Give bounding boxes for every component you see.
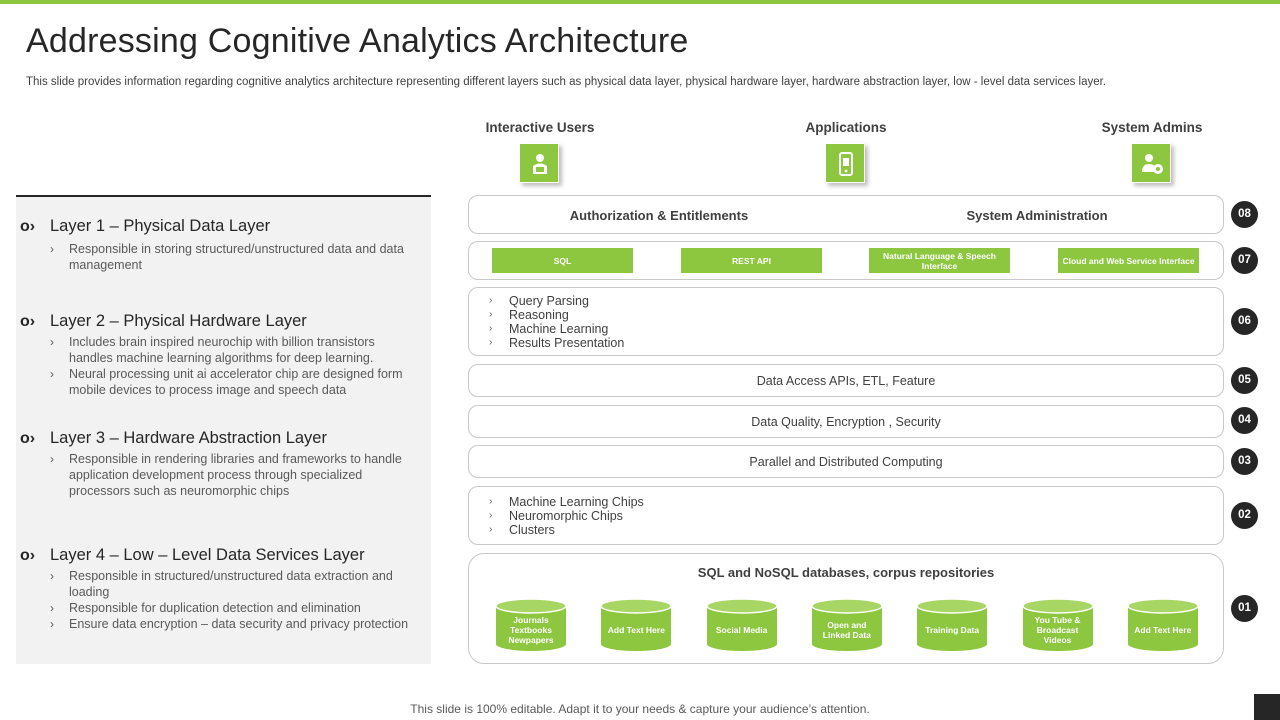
database-cylinder [1021, 598, 1095, 652]
cylinder-label: Add Text Here [1134, 625, 1192, 635]
user-label: System Admins [1101, 120, 1203, 135]
chevron-icon: › [50, 242, 54, 256]
chevron-icon: › [50, 452, 54, 466]
database-cylinder [705, 598, 779, 652]
list-item: › Results Presentation [489, 336, 625, 350]
chevron-icon: › [50, 367, 54, 381]
database-cylinder [599, 598, 673, 652]
layer-title: Layer 4 – Low – Level Data Services Layer [50, 546, 365, 564]
layer-number-badge: 03 [1231, 448, 1258, 475]
cylinder-label: Social Media [715, 625, 768, 635]
chevron-right-icon: o› [20, 547, 36, 564]
data-quality-label: Data Quality, Encryption , Security [751, 415, 941, 429]
layer-number-badge: 08 [1231, 201, 1258, 228]
list-item: › Reasoning [489, 308, 569, 322]
chevron-icon: › [489, 510, 493, 521]
user-group-applications [766, 120, 926, 135]
system-administration-label: System Administration [966, 208, 1108, 223]
databases-title: SQL and NoSQL databases, corpus repositories [697, 565, 995, 580]
corner-decoration [1254, 694, 1280, 720]
authorization-label: Authorization & Entitlements [569, 208, 749, 223]
rest-api-button[interactable]: REST API [681, 248, 822, 273]
layer-number-badge: 04 [1231, 407, 1258, 434]
chevron-icon: › [489, 295, 493, 306]
user-laptop-icon [519, 143, 559, 183]
layer-bullet: › Responsible for duplication detection and elimination [50, 601, 361, 615]
user-group-admins [1072, 120, 1232, 135]
database-cylinder [1126, 598, 1200, 652]
row-data-quality [468, 405, 1224, 438]
layer-1 [16, 217, 431, 273]
cylinder-label: You Tube & Broadcast Videos [1034, 615, 1081, 645]
layer-title: Layer 2 – Physical Hardware Layer [50, 312, 307, 330]
chevron-icon: › [50, 601, 54, 615]
row-data-access [468, 364, 1224, 397]
layer-bullet: › Includes brain inspired neurochip with billion transistors handles machine learning algorithms for deep learning. [50, 335, 375, 365]
top-accent-bar [0, 0, 1280, 4]
chevron-right-icon: o› [20, 313, 36, 330]
database-cylinder [915, 598, 989, 652]
database-cylinder [810, 598, 884, 652]
cylinder-label: Journals Textbooks Newpapers [508, 615, 554, 645]
chevron-icon: › [489, 337, 493, 348]
sql-interface-button[interactable]: SQL [492, 248, 633, 273]
data-access-label: Data Access APIs, ETL, Feature [756, 374, 936, 388]
user-label: Applications [805, 120, 887, 135]
layer-title: Layer 1 – Physical Data Layer [50, 217, 271, 235]
layer-title: Layer 3 – Hardware Abstraction Layer [50, 429, 327, 447]
layer-bullet: › Responsible in storing structured/unstructured data and data management [50, 242, 404, 272]
chevron-icon: › [50, 617, 54, 631]
chevron-icon: › [489, 309, 493, 320]
hardware-list [489, 495, 644, 537]
list-item: › Machine Learning [489, 322, 609, 336]
row-interfaces [468, 241, 1224, 280]
list-item: › Machine Learning Chips [489, 495, 644, 509]
list-item: › Clusters [489, 523, 555, 537]
database-cylinder [494, 598, 568, 652]
footer-note: This slide is 100% editable. Adapt it to your needs & capture your audience’s attention. [410, 702, 870, 716]
chevron-right-icon: o› [20, 218, 36, 235]
cylinder-label: Open and Linked Data [822, 620, 871, 640]
layer-number-badge: 01 [1231, 595, 1258, 622]
layer-bullet: › Ensure data encryption – data security and privacy protection [50, 617, 409, 631]
chevron-icon: › [489, 496, 493, 507]
layer-bullet: › Neural processing unit ai accelerator chip are designed form mobile devices to process image and speech data [50, 367, 403, 397]
layer-2 [16, 312, 431, 398]
list-item: › Neuromorphic Chips [489, 509, 623, 523]
layer-number-badge: 02 [1231, 502, 1258, 529]
cylinder-label: Add Text Here [607, 625, 665, 635]
admin-gear-icon [1131, 143, 1171, 183]
page-title: Addressing Cognitive Analytics Architecture [26, 22, 689, 60]
chevron-icon: › [50, 569, 54, 583]
chevron-right-icon: o› [20, 430, 36, 447]
layer-4 [16, 546, 431, 632]
parallel-computing-label: Parallel and Distributed Computing [749, 455, 943, 469]
cloud-interface-button[interactable]: Cloud and Web Service Interface [1058, 248, 1199, 273]
user-label: Interactive Users [485, 120, 595, 135]
row-parallel-computing [468, 445, 1224, 478]
layer-bullet: › Responsible in rendering libraries and frameworks to handle application development process through specialized processors such as neuromorphic chips [50, 452, 402, 498]
nlp-interface-button[interactable]: Natural Language & Speech Interface [869, 248, 1010, 273]
layers-panel [16, 195, 431, 664]
layer-number-badge: 07 [1231, 247, 1258, 274]
layer-number-badge: 06 [1231, 308, 1258, 335]
processing-list [489, 294, 624, 350]
page-subtitle: This slide provides information regarding cognitive analytics architecture representing different layers such as physical data layer, physical hardware layer, hardware abstraction layer, low - level data services layer. [26, 76, 1107, 88]
row-hardware [468, 486, 1224, 545]
user-group-interactive [460, 120, 620, 135]
layer-number-badge: 05 [1231, 367, 1258, 394]
chevron-icon: › [50, 335, 54, 349]
cylinder-label: Training Data [925, 625, 980, 635]
mobile-app-icon [825, 143, 865, 183]
layer-3 [16, 429, 431, 499]
row-processing [468, 287, 1224, 356]
list-item: › Query Parsing [489, 294, 589, 308]
chevron-icon: › [489, 323, 493, 334]
chevron-icon: › [489, 524, 493, 535]
layer-bullet: › Responsible in structured/unstructured data extraction and loading [50, 569, 393, 599]
row-authorization [468, 195, 1224, 234]
